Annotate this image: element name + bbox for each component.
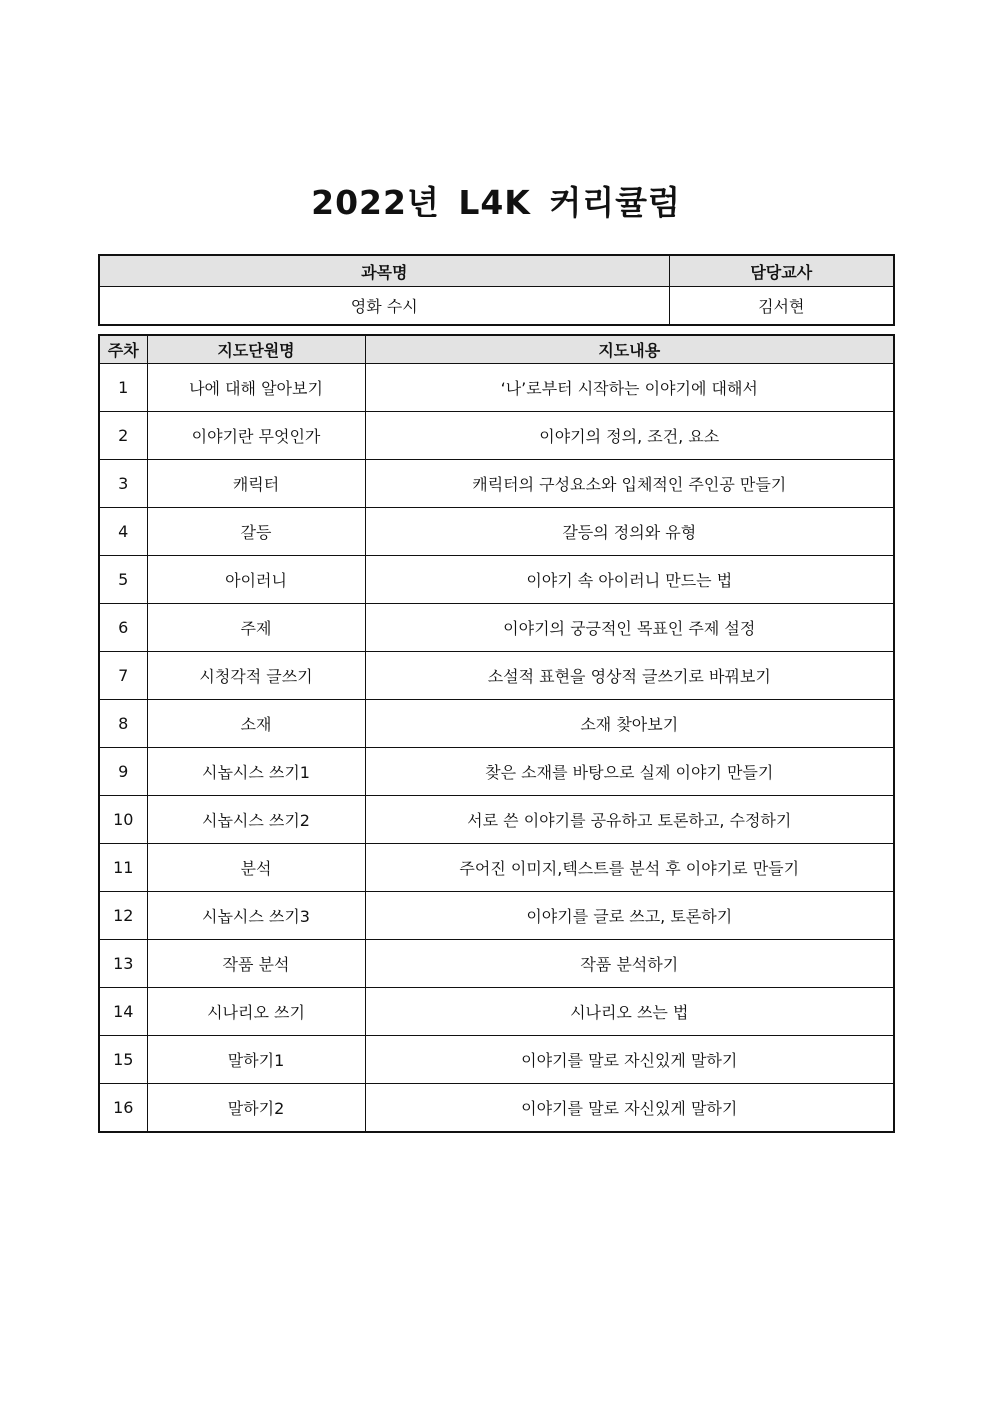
unit-cell: 말하기1 <box>147 1036 365 1084</box>
week-cell: 15 <box>99 1036 147 1084</box>
table-row <box>99 1036 894 1084</box>
curriculum-table <box>98 334 895 1133</box>
week-cell: 4 <box>99 508 147 556</box>
table-row <box>99 604 894 652</box>
table-row <box>99 556 894 604</box>
unit-header: 지도단원명 <box>147 335 365 364</box>
content-header: 지도내용 <box>365 335 894 364</box>
course-info-table <box>98 254 895 326</box>
unit-cell: 캐릭터 <box>147 460 365 508</box>
unit-cell: 시나리오 쓰기 <box>147 988 365 1036</box>
table-row <box>99 364 894 412</box>
week-cell: 5 <box>99 556 147 604</box>
curriculum-header-row <box>99 335 894 364</box>
content-cell: 이야기를 글로 쓰고, 토론하기 <box>365 892 894 940</box>
table-row <box>99 796 894 844</box>
week-cell: 3 <box>99 460 147 508</box>
table-row <box>99 748 894 796</box>
table-row <box>99 940 894 988</box>
unit-cell: 주제 <box>147 604 365 652</box>
unit-cell: 시놉시스 쓰기3 <box>147 892 365 940</box>
course-info-row <box>99 287 894 326</box>
table-row <box>99 844 894 892</box>
week-cell: 1 <box>99 364 147 412</box>
teacher-value: 김서현 <box>669 287 894 326</box>
subject-header: 과목명 <box>99 255 669 287</box>
teacher-header: 담당교사 <box>669 255 894 287</box>
week-cell: 9 <box>99 748 147 796</box>
unit-cell: 소재 <box>147 700 365 748</box>
table-row <box>99 508 894 556</box>
unit-cell: 작품 분석 <box>147 940 365 988</box>
content-cell: 이야기의 정의, 조건, 요소 <box>365 412 894 460</box>
unit-cell: 아이러니 <box>147 556 365 604</box>
content-cell: 서로 쓴 이야기를 공유하고 토론하고, 수정하기 <box>365 796 894 844</box>
content-cell: 이야기 속 아이러니 만드는 법 <box>365 556 894 604</box>
week-cell: 6 <box>99 604 147 652</box>
content-cell: 소재 찾아보기 <box>365 700 894 748</box>
content-cell: 찾은 소재를 바탕으로 실제 이야기 만들기 <box>365 748 894 796</box>
table-row <box>99 892 894 940</box>
unit-cell: 갈등 <box>147 508 365 556</box>
course-info-header-row <box>99 255 894 287</box>
unit-cell: 말하기2 <box>147 1084 365 1133</box>
page-title: 2022년 L4K 커리큘럼 <box>311 183 681 222</box>
week-cell: 13 <box>99 940 147 988</box>
unit-cell: 시놉시스 쓰기2 <box>147 796 365 844</box>
subject-value: 영화 수시 <box>99 287 669 326</box>
week-cell: 12 <box>99 892 147 940</box>
unit-cell: 시청각적 글쓰기 <box>147 652 365 700</box>
unit-cell: 나에 대해 알아보기 <box>147 364 365 412</box>
week-cell: 11 <box>99 844 147 892</box>
content-cell: 이야기의 궁긍적인 목표인 주제 설정 <box>365 604 894 652</box>
week-cell: 14 <box>99 988 147 1036</box>
week-cell: 2 <box>99 412 147 460</box>
unit-cell: 이야기란 무엇인가 <box>147 412 365 460</box>
week-cell: 8 <box>99 700 147 748</box>
content-cell: 주어진 이미지,텍스트를 분석 후 이야기로 만들기 <box>365 844 894 892</box>
week-header: 주차 <box>99 335 147 364</box>
content-cell: ‘나’로부터 시작하는 이야기에 대해서 <box>365 364 894 412</box>
content-cell: 이야기를 말로 자신있게 말하기 <box>365 1084 894 1133</box>
table-row <box>99 652 894 700</box>
unit-cell: 시놉시스 쓰기1 <box>147 748 365 796</box>
table-row <box>99 412 894 460</box>
curriculum-body <box>99 364 894 1133</box>
content-cell: 소설적 표현을 영상적 글쓰기로 바꿔보기 <box>365 652 894 700</box>
content-cell: 갈등의 정의와 유형 <box>365 508 894 556</box>
table-row <box>99 700 894 748</box>
content-cell: 이야기를 말로 자신있게 말하기 <box>365 1036 894 1084</box>
content-cell: 캐릭터의 구성요소와 입체적인 주인공 만들기 <box>365 460 894 508</box>
week-cell: 10 <box>99 796 147 844</box>
unit-cell: 분석 <box>147 844 365 892</box>
table-row <box>99 460 894 508</box>
week-cell: 7 <box>99 652 147 700</box>
table-row <box>99 988 894 1036</box>
content-cell: 시나리오 쓰는 법 <box>365 988 894 1036</box>
table-row <box>99 1084 894 1133</box>
content-cell: 작품 분석하기 <box>365 940 894 988</box>
week-cell: 16 <box>99 1084 147 1133</box>
